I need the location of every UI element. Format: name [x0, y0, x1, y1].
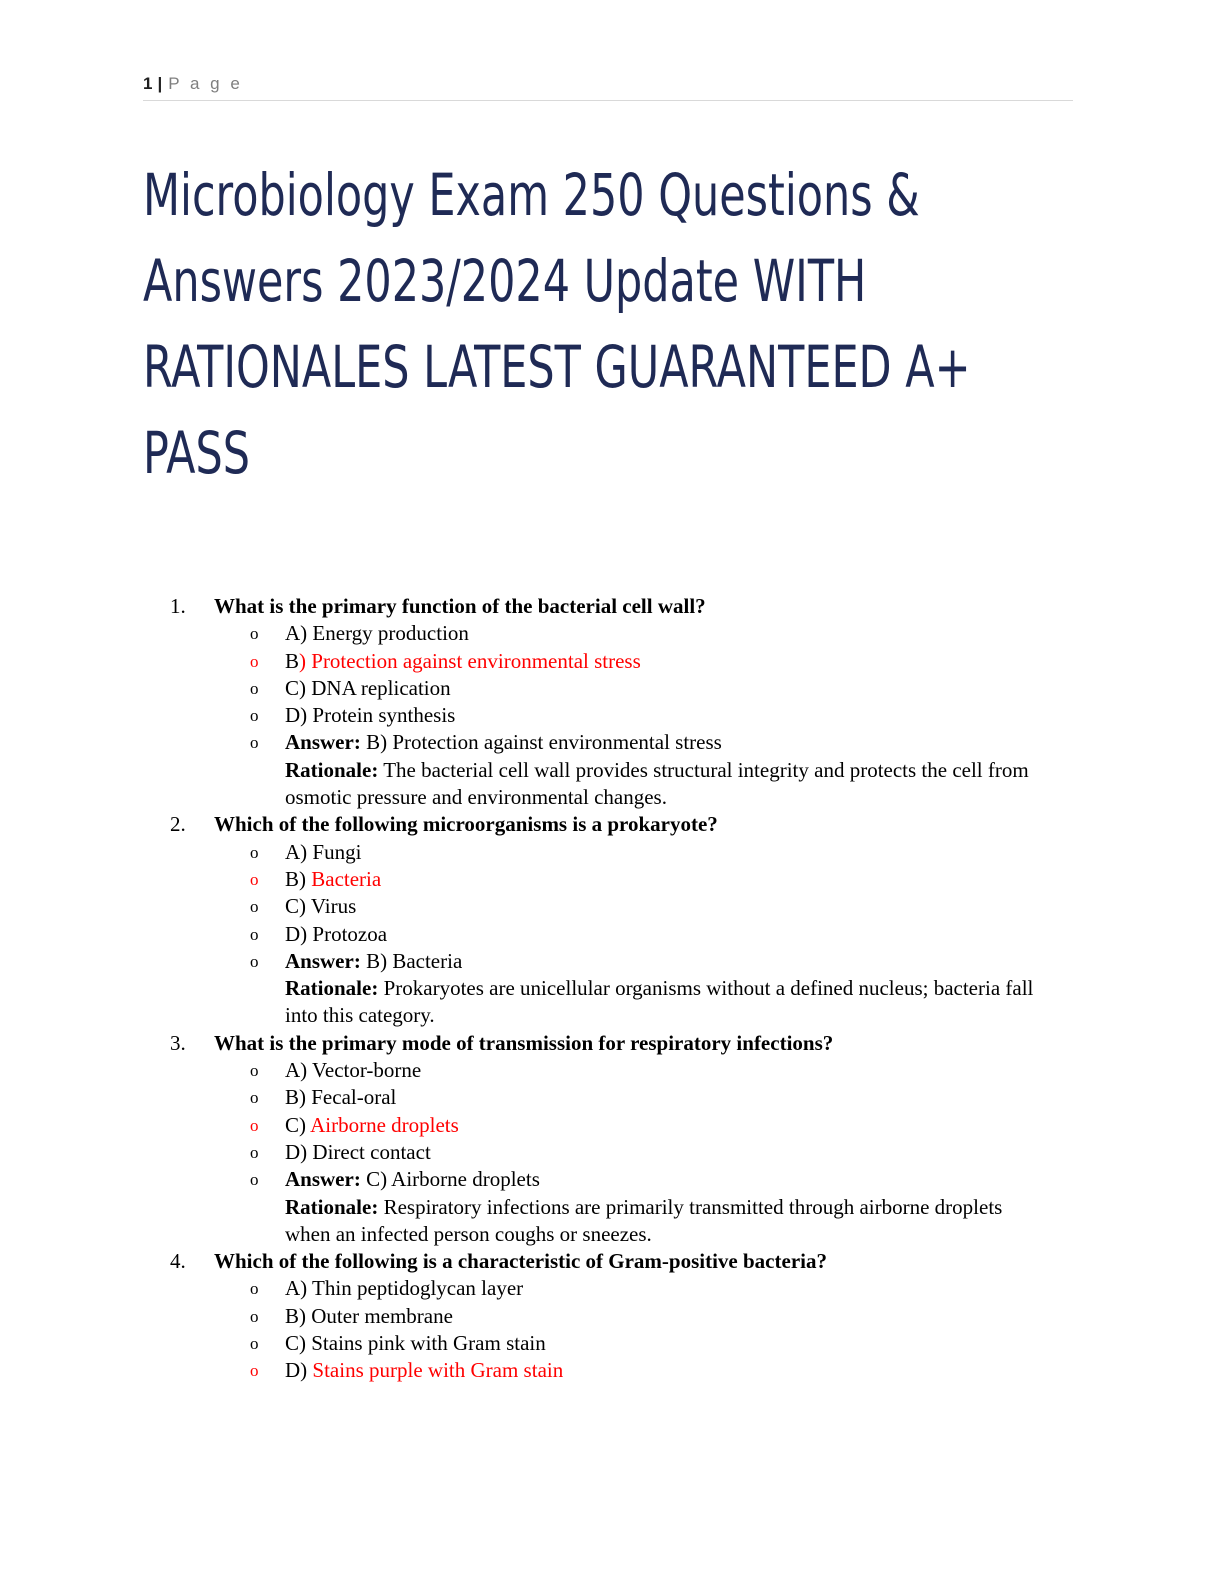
option-text: Outer membrane: [311, 1303, 453, 1328]
rationale-text: The bacterial cell wall provides structural integrity and protects the cell from osmotic pressure and environmental changes.: [285, 757, 1029, 810]
rationale-text: Prokaryotes are unicellular organisms without a defined nucleus; bacteria fall into this category.: [285, 976, 1034, 1028]
correct-option-text: ) Protection against environmental stress: [299, 648, 641, 673]
question-item: [170, 593, 1050, 811]
question-text: [170, 1030, 1050, 1057]
option-letter: B): [285, 866, 306, 891]
option-bullet: o: [250, 1334, 259, 1354]
option-item: [170, 1330, 1050, 1357]
question-text: [170, 811, 1050, 838]
answer-bullet: o: [250, 733, 259, 753]
option-bullet: o: [250, 1088, 259, 1108]
option-letter: A): [285, 621, 308, 646]
question-number: 4.: [170, 1249, 186, 1274]
option-item: [170, 620, 1050, 647]
option-item: [170, 1139, 1050, 1166]
option-text: Protozoa: [312, 921, 388, 946]
rationale-label: Rationale:: [285, 757, 379, 782]
option-bullet: o: [250, 624, 259, 644]
document-title: Microbiology Exam 250 Questions & Answers 2023/2024 Update WITH RATIONALES LATEST GUARANTEED A+ PASS: [143, 161, 971, 487]
page-separator: |: [157, 74, 163, 93]
option-letter: A): [285, 1058, 308, 1083]
option-item: [170, 921, 1050, 948]
question-item: [170, 1248, 1050, 1384]
answer-block: [170, 729, 1050, 811]
question-number: 3.: [170, 1030, 186, 1055]
option-item: [170, 893, 1050, 920]
question-stem: What is the primary function of the bacterial cell wall?: [214, 594, 706, 618]
correct-option-text: Airborne droplets: [310, 1112, 459, 1137]
option-item: [170, 675, 1050, 702]
question-text: [170, 1248, 1050, 1275]
answer-value: C) Airborne droplets: [366, 1167, 540, 1192]
option-bullet: o: [250, 842, 259, 862]
option-text: Energy production: [312, 621, 469, 646]
option-letter: D): [285, 703, 308, 728]
option-text: Fungi: [312, 839, 362, 864]
question-text: [170, 593, 1050, 620]
option-bullet: o: [250, 1142, 259, 1162]
option-item: [170, 866, 1050, 893]
question-number: 1.: [170, 594, 186, 618]
option-letter: C): [285, 1112, 306, 1137]
rationale-label: Rationale:: [285, 1194, 379, 1219]
option-item: [170, 1357, 1050, 1384]
option-item: [170, 839, 1050, 866]
answer-value: B) Protection against environmental stress: [366, 730, 722, 755]
option-letter: D): [285, 921, 308, 946]
correct-option-text: Bacteria: [311, 866, 382, 891]
page-label: P a g e: [168, 74, 243, 93]
page-number: 1: [143, 74, 154, 93]
option-letter: A): [285, 1276, 308, 1301]
option-item: [170, 1057, 1050, 1084]
option-item: [170, 1275, 1050, 1302]
option-text: Vector-borne: [312, 1058, 422, 1083]
option-letter: D): [285, 1358, 308, 1383]
answer-value: B) Bacteria: [366, 948, 463, 973]
rationale-text: Respiratory infections are primarily transmitted through airborne droplets when an infected person coughs or sneezes.: [285, 1194, 1003, 1246]
rationale-label: Rationale:: [285, 976, 379, 1001]
option-letter: B): [285, 1303, 306, 1328]
option-bullet: o: [250, 1279, 259, 1299]
option-letter: C): [285, 894, 306, 919]
answer-block: [170, 948, 1050, 1030]
question-item: [170, 1030, 1050, 1248]
question-item: [170, 811, 1050, 1029]
option-text: Virus: [310, 894, 357, 919]
option-letter: C): [285, 1331, 306, 1356]
answer-bullet: o: [250, 1170, 259, 1190]
option-letter: C): [285, 675, 306, 700]
option-bullet: o: [250, 1061, 259, 1081]
option-text: Stains pink with Gram stain: [311, 1331, 546, 1356]
option-text: Protein synthesis: [312, 703, 456, 728]
option-bullet: o: [250, 678, 259, 698]
option-bullet: o: [250, 1361, 259, 1381]
option-letter: B: [285, 648, 300, 673]
option-item: [170, 702, 1050, 729]
option-letter: B): [285, 1085, 306, 1110]
option-text: Thin peptidoglycan layer: [312, 1276, 524, 1301]
option-item: [170, 1112, 1050, 1139]
page-header: [143, 74, 1073, 101]
option-bullet: o: [250, 1115, 259, 1135]
answer-label: Answer:: [285, 1167, 361, 1192]
question-stem: What is the primary mode of transmission for respiratory infections?: [214, 1030, 834, 1055]
question-number: 2.: [170, 812, 186, 837]
option-bullet: o: [250, 869, 259, 889]
option-letter: A): [285, 839, 308, 864]
answer-label: Answer:: [285, 730, 361, 755]
question-stem: Which of the following microorganisms is a prokaryote?: [214, 812, 718, 837]
answer-block: [170, 1166, 1050, 1248]
option-text: Direct contact: [312, 1139, 431, 1164]
correct-option-text: Stains purple with Gram stain: [312, 1358, 564, 1383]
option-bullet: o: [250, 1306, 259, 1326]
option-bullet: o: [250, 924, 259, 944]
option-letter: D): [285, 1139, 308, 1164]
question-stem: Which of the following is a characteristic of Gram-positive bacteria?: [214, 1249, 827, 1274]
option-item: [170, 1303, 1050, 1330]
option-bullet: o: [250, 897, 259, 917]
option-item: [170, 648, 1050, 675]
option-bullet: o: [250, 651, 259, 671]
option-text: DNA replication: [311, 675, 451, 700]
answer-bullet: o: [250, 951, 259, 971]
option-item: [170, 1084, 1050, 1111]
question-list: [170, 593, 1050, 1385]
option-text: Fecal-oral: [311, 1085, 397, 1110]
option-bullet: o: [250, 706, 259, 726]
answer-label: Answer:: [285, 948, 361, 973]
